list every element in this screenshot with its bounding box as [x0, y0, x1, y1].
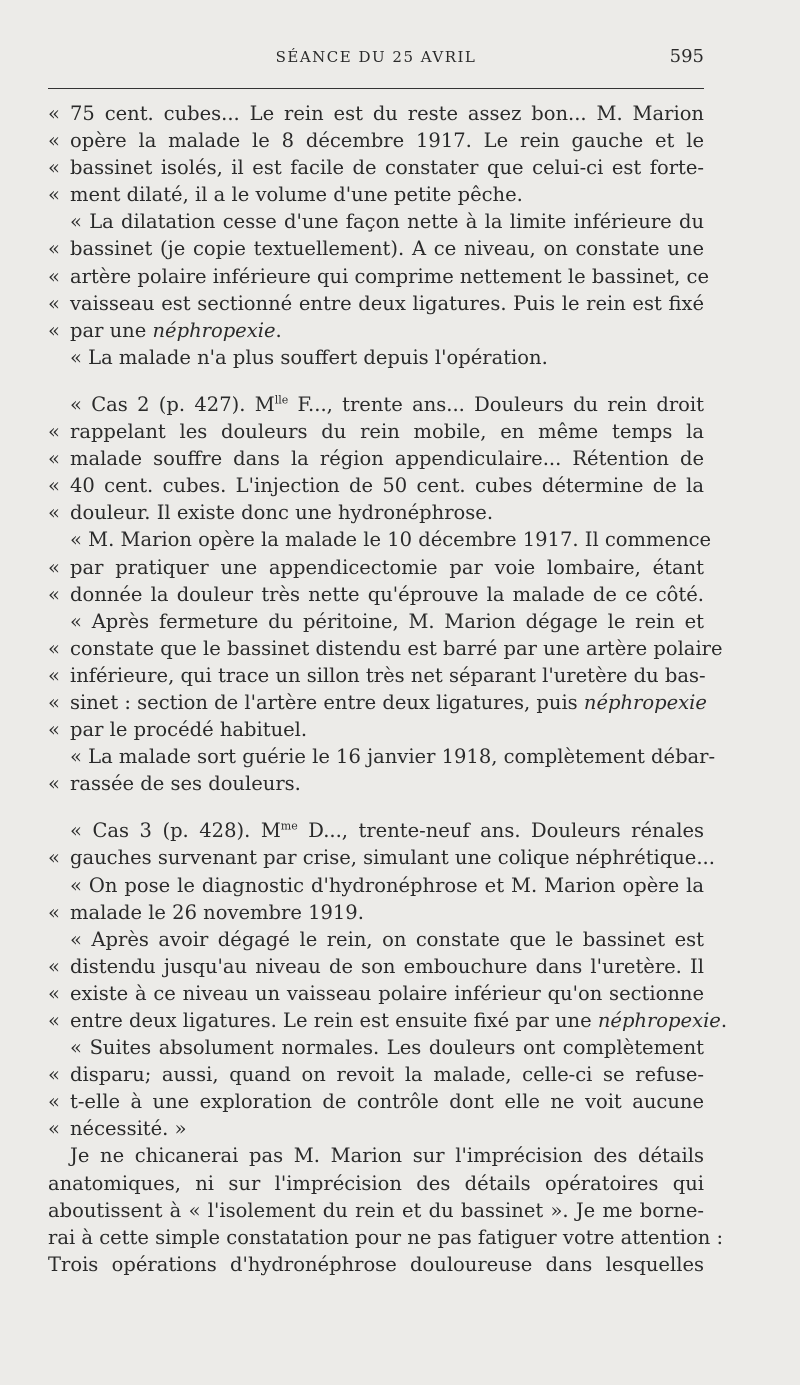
text-line: [48, 872, 704, 899]
text-line: [48, 1197, 704, 1224]
line-text-roman: par une: [70, 318, 153, 342]
text-line: [48, 554, 704, 581]
quote-mark: «: [48, 846, 60, 870]
line-text-after: .: [275, 318, 282, 342]
quote-mark: «: [48, 772, 60, 796]
line-text: « La dilatation cesse d'une façon nette à la limite inférieure du: [70, 210, 704, 234]
text-line: [48, 100, 704, 127]
line-text-pre: « Cas 2 (p. 427). M: [70, 392, 275, 416]
text-line: [48, 608, 704, 635]
quote-mark: «: [48, 129, 60, 153]
body-text: [48, 100, 728, 1278]
text-line: [48, 499, 704, 526]
line-text: « Suites absolument normales. Les douleurs ont complètement: [70, 1036, 704, 1060]
quote-mark: «: [48, 291, 60, 315]
text-line: [48, 208, 704, 235]
quote-mark: «: [48, 237, 60, 261]
line-text-italic: néphropexie: [597, 1009, 721, 1032]
text-line: [48, 635, 723, 662]
text-line: [48, 743, 716, 770]
quote-mark: «: [48, 582, 60, 606]
quote-mark: «: [48, 1117, 60, 1141]
text-line: [48, 391, 704, 418]
text-line: [48, 1142, 704, 1169]
line-text: Je ne chicanerai pas M. Marion sur l'imprécision des détails: [70, 1144, 704, 1168]
line-text: rassée de ses douleurs.: [70, 772, 301, 796]
quote-mark: «: [48, 1009, 60, 1032]
text-line: [48, 1251, 704, 1278]
line-text: par pratiquer une appendicectomie par voie lombaire, étant: [70, 555, 704, 579]
line-text: « Après fermeture du péritoine, M. Marion dégage le rein et: [70, 609, 704, 633]
line-text: aboutissent à « l'isolement du rein et du bassinet ». Je me borne-: [48, 1198, 704, 1222]
text-line: [48, 817, 704, 844]
text-line: [48, 1115, 704, 1142]
header-rule: [48, 88, 704, 89]
line-text: « La malade sort guérie le 16 janvier 1918, complètement débar-: [70, 745, 716, 769]
text-line: [48, 263, 709, 290]
quote-mark: «: [48, 900, 60, 924]
text-line: [48, 716, 704, 743]
line-text-sup: me: [280, 819, 298, 833]
text-line: [48, 844, 715, 871]
line-text: bassinet isolés, il est facile de constater que celui-ci est forte-: [70, 156, 704, 180]
page-number: 595: [669, 46, 704, 67]
text-line: [48, 1224, 724, 1251]
line-text: inférieure, qui trace un sillon très net séparant l'uretère du bas-: [70, 663, 706, 687]
line-text-after: .: [720, 1009, 728, 1032]
text-line: [48, 689, 707, 716]
line-text: « La malade n'a plus souffert depuis l'opération.: [70, 345, 548, 369]
line-text: 40 cent. cubes. L'injection de 50 cent. cubes détermine de la: [70, 474, 704, 498]
line-text: « Après avoir dégagé le rein, on constate que le bassinet est: [70, 927, 704, 951]
line-text-pre: « Cas 3 (p. 428). M: [70, 819, 281, 843]
line-text: [70, 689, 707, 716]
quote-mark: «: [48, 954, 60, 978]
line-text: donnée la douleur très nette qu'éprouve la malade de ce côté.: [70, 582, 704, 606]
line-text-roman: F..., trente ans... Douleurs du rein droit: [288, 392, 704, 416]
quote-mark: «: [48, 447, 60, 471]
quote-mark: «: [48, 636, 60, 660]
text-line: [48, 1034, 704, 1061]
quote-mark: «: [48, 156, 60, 180]
line-text-roman: D..., trente-neuf ans. Douleurs rénales: [297, 819, 704, 843]
text-line: [48, 290, 704, 317]
line-text-roman: entre deux ligatures. Le rein est ensuite fixé par une: [70, 1009, 598, 1032]
text-line: [48, 1007, 728, 1034]
quote-mark: «: [48, 555, 60, 579]
line-text-italic: néphropexie: [583, 690, 707, 714]
text-line: [48, 317, 704, 344]
quote-mark: «: [48, 663, 60, 687]
text-line: [48, 1088, 704, 1115]
text-line: [48, 899, 704, 926]
line-text: douleur. Il existe donc une hydronéphrose.: [70, 501, 494, 525]
line-text: [70, 817, 704, 844]
line-text: [70, 317, 704, 344]
text-line: [48, 181, 704, 208]
quote-mark: «: [48, 501, 60, 525]
page-header: [48, 44, 704, 74]
text-line: [48, 445, 704, 472]
line-text: « M. Marion opère la malade le 10 décembre 1917. Il commence: [70, 528, 712, 552]
quote-mark: «: [48, 690, 60, 714]
line-text: anatomiques, ni sur l'imprécision des détails opératoires qui: [48, 1171, 704, 1195]
text-line: [48, 770, 704, 797]
text-line: [48, 953, 704, 980]
text-line: [48, 154, 704, 181]
line-text: rappelant les douleurs du rein mobile, en même temps la: [70, 420, 704, 444]
quote-mark: «: [48, 102, 60, 125]
text-line: [48, 472, 704, 499]
quote-mark: «: [48, 420, 60, 444]
line-text-roman: sinet : section de l'artère entre deux ligatures, puis: [70, 690, 584, 714]
text-line: [48, 526, 712, 553]
quote-mark: «: [48, 1063, 60, 1087]
line-text: vaisseau est sectionné entre deux ligatures. Puis le rein est fixé: [70, 291, 704, 315]
line-text: [70, 391, 704, 418]
line-text: opère la malade le 8 décembre 1917. Le rein gauche et le: [70, 129, 704, 153]
line-text: [70, 1007, 728, 1034]
running-head: SÉANCE DU 25 AVRIL: [275, 48, 477, 66]
line-text: t-elle à une exploration de contrôle dont elle ne voit aucune: [70, 1090, 704, 1114]
text-line: [48, 581, 704, 608]
quote-mark: «: [48, 474, 60, 498]
line-text: constate que le bassinet distendu est barré par une artère polaire: [70, 636, 723, 660]
text-line: [48, 1170, 704, 1197]
text-line: [48, 926, 704, 953]
line-text: rai à cette simple constatation pour ne pas fatiguer votre attention :: [48, 1225, 724, 1249]
quote-mark: «: [48, 264, 60, 288]
line-text: existe à ce niveau un vaisseau polaire inférieur qu'on sectionne: [70, 981, 704, 1005]
quote-mark: «: [48, 718, 60, 742]
quote-mark: «: [48, 981, 60, 1005]
quote-mark: «: [48, 183, 60, 207]
line-text: malade souffre dans la région appendiculaire... Rétention de: [70, 447, 704, 471]
text-line: [48, 235, 704, 262]
text-line: [48, 344, 704, 371]
line-text: par le procédé habituel.: [70, 718, 308, 742]
line-text: Trois opérations d'hydronéphrose douloureuse dans lesquelles: [48, 1252, 704, 1276]
text-line: [48, 662, 704, 689]
line-text: 75 cent. cubes... Le rein est du reste assez bon... M. Marion: [70, 102, 704, 125]
line-text: artère polaire inférieure qui comprime nettement le bassinet, ce: [70, 264, 709, 288]
line-text: « On pose le diagnostic d'hydronéphrose et M. Marion opère la: [70, 873, 704, 897]
text-line: [48, 980, 704, 1007]
line-text: malade le 26 novembre 1919.: [70, 900, 364, 924]
quote-mark: «: [48, 318, 60, 342]
line-text: distendu jusqu'au niveau de son embouchure dans l'uretère. Il: [70, 954, 704, 978]
line-text: gauches survenant par crise, simulant une colique néphrétique...: [70, 846, 715, 870]
text-line: [48, 418, 704, 445]
text-line: [48, 127, 704, 154]
line-text: disparu; aussi, quand on revoit la malade, celle-ci se refuse-: [70, 1063, 704, 1087]
line-text: nécessité. »: [70, 1117, 187, 1141]
line-text: bassinet (je copie textuellement). A ce niveau, on constate une: [70, 237, 704, 261]
line-text-italic: néphropexie: [152, 318, 276, 342]
line-text: ment dilaté, il a le volume d'une petite pêche.: [70, 183, 523, 207]
line-text-sup: lle: [274, 393, 289, 407]
quote-mark: «: [48, 1090, 60, 1114]
text-line: [48, 1061, 704, 1088]
